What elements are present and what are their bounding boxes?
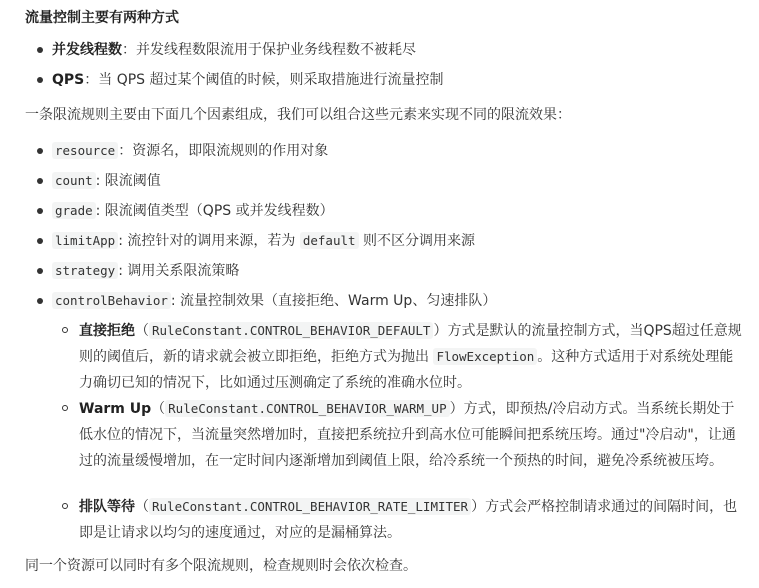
intro-paragraph: 一条限流规则主要由下面几个因素组成，我们可以组合这些元素来实现不同的限流效果：	[25, 107, 571, 123]
bullet-dot	[37, 298, 43, 304]
bullet-dot	[37, 47, 43, 53]
rule-code: resource	[52, 142, 118, 159]
mode-name: QPS	[52, 72, 85, 88]
rule-desc: : 流量控制效果（直接拒绝、Warm Up、匀速排队）	[170, 293, 497, 309]
mode-desc: ：当 QPS 超过某个阈值的时候，则采取措施进行流量控制	[84, 72, 444, 88]
behavior-name: 直接拒绝	[79, 323, 135, 339]
behavior-constant: RuleConstant.CONTROL_BEHAVIOR_RATE_LIMITER	[149, 498, 471, 515]
behavior-name: 排队等待	[79, 499, 135, 515]
rule-item	[52, 261, 239, 281]
rule-desc: : 调用关系限流策略	[118, 263, 240, 279]
rule-code: count	[52, 172, 96, 189]
rule-desc: : 限流阈值类型（QPS 或并发线程数）	[95, 203, 334, 219]
sub-bullet-circle	[62, 503, 68, 509]
behavior-item	[79, 396, 745, 474]
bullet-dot	[37, 148, 43, 154]
mode-name: 并发线程数	[52, 42, 122, 58]
behavior-name: Warm Up	[79, 401, 152, 417]
behavior-item	[79, 318, 745, 396]
rule-code: grade	[52, 202, 96, 219]
bullet-dot	[37, 238, 43, 244]
rule-item	[52, 201, 334, 221]
bullet-dot	[37, 268, 43, 274]
rule-code: controlBehavior	[52, 292, 171, 309]
bullet-dot	[37, 77, 43, 83]
behavior-desc: ）方式会严格控制请求通过的间隔时间，也即是让请求以均匀的速度通过，对应的是漏桶算法。	[79, 499, 738, 541]
footer-paragraph: 同一个资源可以同时有多个限流规则，检查规则时会依次检查。	[25, 558, 417, 574]
rule-desc: 则不区分调用来源	[358, 233, 475, 249]
behavior-item	[79, 494, 745, 546]
behavior-constant: RuleConstant.CONTROL_BEHAVIOR_WARM_UP	[165, 400, 449, 417]
mode-item	[52, 70, 444, 90]
behavior-constant: RuleConstant.CONTROL_BEHAVIOR_DEFAULT	[149, 322, 433, 339]
behavior-desc: ）方式是默认的流量控制方式，当QPS超过任意规则的阈值后，新的请求就会被立即拒绝，拒绝方式为抛出	[79, 323, 742, 365]
rule-code: strategy	[52, 262, 118, 279]
rule-desc: : 限流阈值	[95, 173, 161, 189]
bullet-dot	[37, 178, 43, 184]
behavior-desc: ）方式，即预热/冷启动方式。当系统长期处于低水位的情况下，当流量突然增加时，直接把系统拉升到高水位可能瞬间把系统压垮。通过"冷启动"，让通过的流量缓慢增加，在一定时间内逐渐增加到阈值上限，给冷系统一个预热的时间，避免冷系统被压垮。	[79, 401, 736, 469]
rule-item	[52, 171, 161, 191]
paren-open: （	[135, 323, 149, 339]
sub-bullet-circle	[62, 327, 68, 333]
rule-code: limitApp	[52, 232, 118, 249]
sub-bullet-circle	[62, 405, 68, 411]
rule-item	[52, 231, 475, 251]
rule-desc: ：资源名，即限流规则的作用对象	[118, 143, 329, 159]
behavior-desc-tail: 。这种方式适用于对系统处理能力确切已知的情况下，比如通过压测确定了系统的准确水位时。	[79, 349, 734, 391]
exception-code: FlowException	[433, 348, 537, 365]
rule-item	[52, 141, 328, 161]
section-heading: 流量控制主要有两种方式	[25, 10, 179, 26]
paren-open: （	[135, 499, 149, 515]
bullet-dot	[37, 208, 43, 214]
rule-item	[52, 291, 496, 311]
inline-code: default	[300, 232, 359, 249]
mode-item	[52, 40, 416, 60]
rule-desc: : 流控针对的调用来源，若为	[118, 233, 300, 249]
paren-open: （	[151, 401, 166, 417]
mode-desc: ：并发线程数限流用于保护业务线程数不被耗尽	[122, 42, 416, 58]
